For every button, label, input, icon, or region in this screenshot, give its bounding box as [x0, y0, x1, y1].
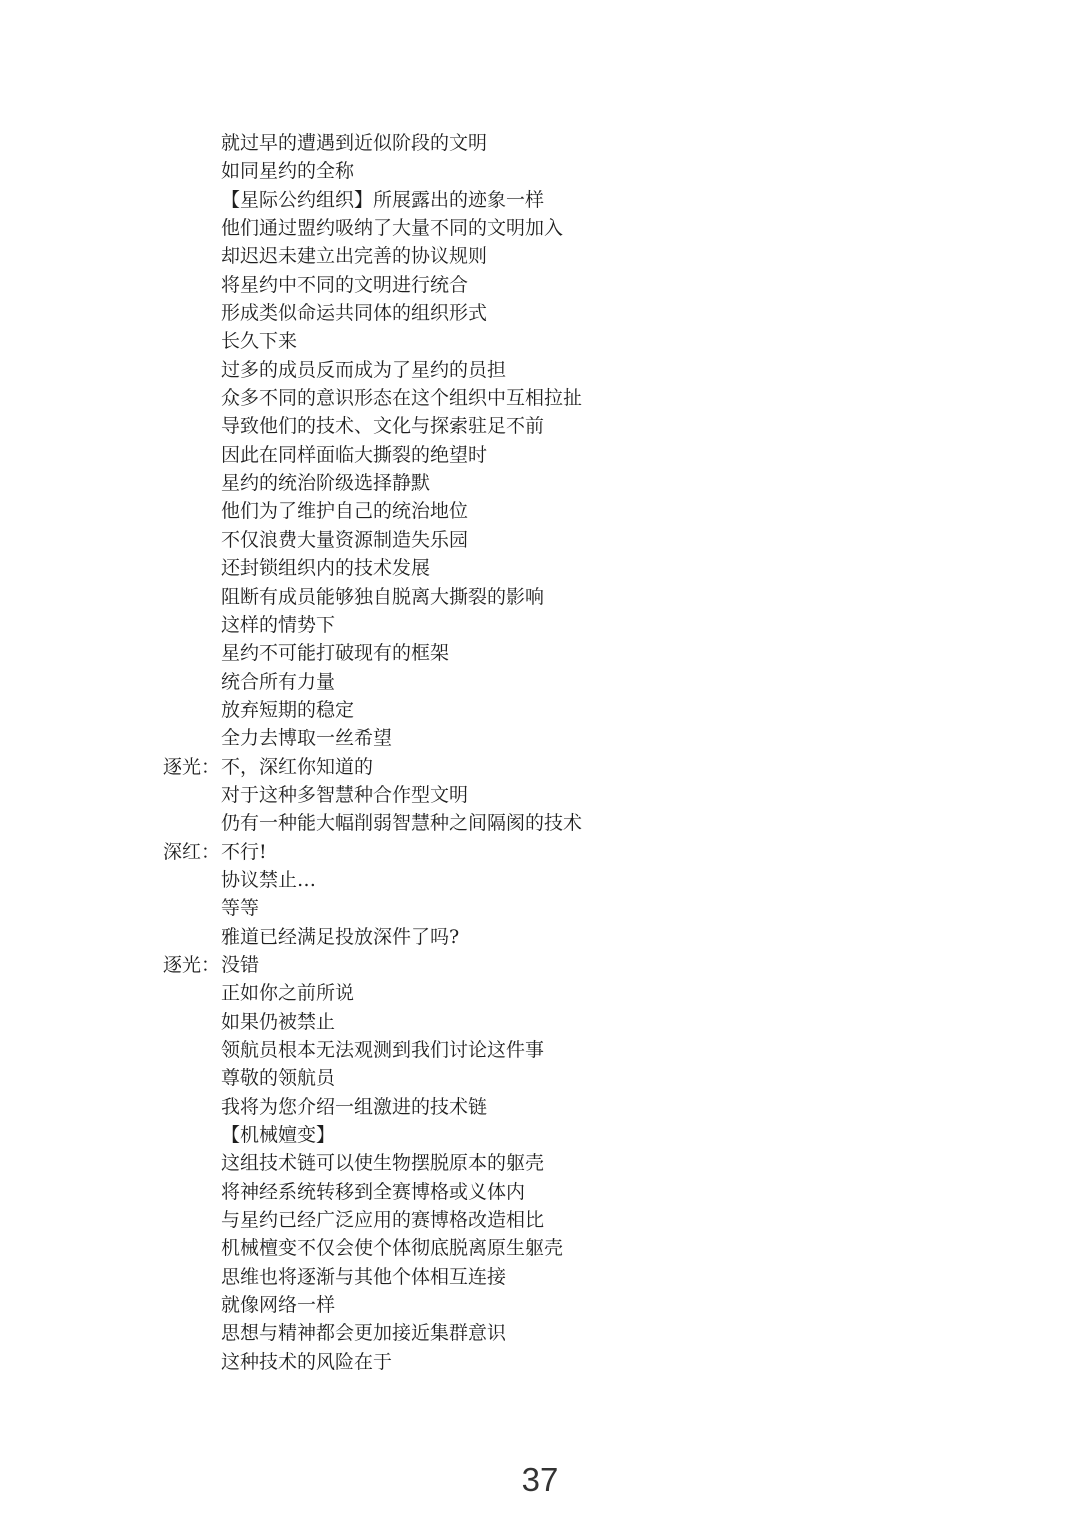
- line-text: 长久下来: [221, 330, 298, 353]
- speaker-name: 逐光 ：: [163, 951, 220, 979]
- dialogue-line: [0, 1291, 1080, 1319]
- line-text: 这种技术的风险在于: [221, 1350, 393, 1373]
- dialogue-line: [0, 1319, 1080, 1347]
- line-text: 将神经系统转移到全赛博格或义体内: [221, 1180, 526, 1203]
- dialogue-line: [0, 497, 1080, 525]
- script-body: [0, 129, 1080, 1376]
- dialogue-line: [0, 1234, 1080, 1262]
- line-text: 协议禁止…: [221, 868, 317, 891]
- line-text: 思想与精神都会更加接近集群意识: [221, 1322, 507, 1345]
- line-text: 与星约已经广泛应用的赛博格改造相比: [221, 1209, 545, 1232]
- dialogue-line: [0, 951, 1080, 979]
- line-text: 没错: [221, 953, 260, 976]
- line-text: 就过早的遭遇到近似阶段的文明: [221, 132, 488, 154]
- line-text: 我将为您介绍一组激进的技术链: [221, 1095, 488, 1118]
- line-text: 众多不同的意识形态在这个组织中互相拉扯: [221, 387, 583, 410]
- dialogue-line: [0, 356, 1080, 384]
- line-text: 导致他们的技术、文化与探索驻足不前: [221, 415, 545, 438]
- dialogue-line: [0, 696, 1080, 724]
- speaker-name: 逐光 ：: [163, 753, 220, 781]
- dialogue-line: [0, 554, 1080, 582]
- dialogue-line: [0, 838, 1080, 866]
- dialogue-line: [0, 441, 1080, 469]
- line-text: 领航员根本无法观测到我们讨论这件事: [221, 1039, 545, 1061]
- line-text: 对于这种多智慧种合作型文明: [221, 783, 469, 806]
- line-text: 【星际公约组织】所展露出的迹象一样: [221, 188, 545, 211]
- line-text: 形成类似命运共同体的组织形式: [221, 302, 488, 325]
- line-text: 如同星约的全称: [221, 160, 355, 183]
- dialogue-line: [0, 866, 1080, 894]
- dialogue-line: [0, 299, 1080, 327]
- dialogue-line: [0, 668, 1080, 696]
- dialogue-line: [0, 1348, 1080, 1376]
- dialogue-line: [0, 979, 1080, 1007]
- line-text: 星约的统治阶级选择静默: [221, 472, 431, 495]
- dialogue-line: [0, 214, 1080, 242]
- line-text: 雅道已经满足投放深件了吗?: [221, 925, 460, 948]
- line-text: 不行!: [221, 840, 267, 863]
- line-text: 机械檀变不仅会使个体彻底脱离原生躯壳: [221, 1237, 564, 1260]
- line-text: 思维也将逐渐与其他个体相互连接: [221, 1265, 507, 1288]
- dialogue-line: [0, 1149, 1080, 1177]
- line-text: 尊敬的领航员: [221, 1067, 336, 1090]
- line-text: 星约不可能打破现有的框架: [221, 642, 450, 665]
- line-text: 还封锁组织内的技术发展: [221, 557, 431, 580]
- dialogue-line: [0, 1178, 1080, 1206]
- line-text: 却迟迟未建立出完善的协议规则: [221, 245, 488, 268]
- dialogue-line: [0, 1036, 1080, 1064]
- line-text: 因此在同样面临大撕裂的绝望时: [221, 443, 488, 466]
- line-text: 等等: [221, 897, 260, 920]
- line-text: 仍有一种能大幅削弱智慧种之间隔阂的技术: [221, 812, 583, 835]
- line-text: 他们通过盟约吸纳了大量不同的文明加入: [221, 217, 564, 240]
- line-text: 正如你之前所说: [221, 982, 355, 1005]
- page-number: 37: [521, 1461, 559, 1498]
- speaker-name: 深红 ：: [163, 838, 220, 866]
- line-text: 这组技术链可以使生物摆脱原本的躯壳: [221, 1152, 545, 1175]
- dialogue-line: [0, 1064, 1080, 1092]
- dialogue-line: [0, 526, 1080, 554]
- line-text: 就像网络一样: [221, 1294, 336, 1317]
- line-text: 统合所有力量: [221, 670, 336, 693]
- dialogue-line: [0, 186, 1080, 214]
- line-text: 全力去博取一丝希望: [221, 727, 393, 750]
- line-text: 如果仍被禁止: [221, 1010, 336, 1033]
- dialogue-line: [0, 753, 1080, 781]
- dialogue-line: [0, 157, 1080, 185]
- dialogue-line: [0, 242, 1080, 270]
- line-text: 放弃短期的稳定: [221, 698, 355, 721]
- line-text: 不，深红你知道的: [221, 755, 374, 778]
- dialogue-line: [0, 327, 1080, 355]
- dialogue-line: [0, 583, 1080, 611]
- dialogue-line: [0, 724, 1080, 752]
- dialogue-line: [0, 1263, 1080, 1291]
- dialogue-line: [0, 1121, 1080, 1149]
- line-text: 这样的情势下: [221, 613, 336, 636]
- dialogue-line: [0, 1206, 1080, 1234]
- dialogue-line: [0, 923, 1080, 951]
- line-text: 不仅浪费大量资源制造失乐园: [221, 528, 469, 551]
- line-text: 将星约中不同的文明进行统合: [221, 273, 469, 296]
- line-text: 【机械嬗变】: [221, 1124, 336, 1147]
- dialogue-line: [0, 894, 1080, 922]
- dialogue-line: [0, 1008, 1080, 1036]
- dialogue-line: [0, 639, 1080, 667]
- dialogue-line: [0, 412, 1080, 440]
- dialogue-line: [0, 469, 1080, 497]
- dialogue-line: [0, 271, 1080, 299]
- line-text: 阻断有成员能够独自脱离大撕裂的影响: [221, 585, 545, 608]
- dialogue-line: [0, 1093, 1080, 1121]
- line-text: 他们为了维护自己的统治地位: [221, 500, 469, 523]
- dialogue-line: [0, 809, 1080, 837]
- dialogue-line: [0, 781, 1080, 809]
- dialogue-line: [0, 611, 1080, 639]
- dialogue-line: [0, 384, 1080, 412]
- line-text: 过多的成员反而成为了星约的员担: [221, 358, 507, 381]
- dialogue-line: [0, 129, 1080, 157]
